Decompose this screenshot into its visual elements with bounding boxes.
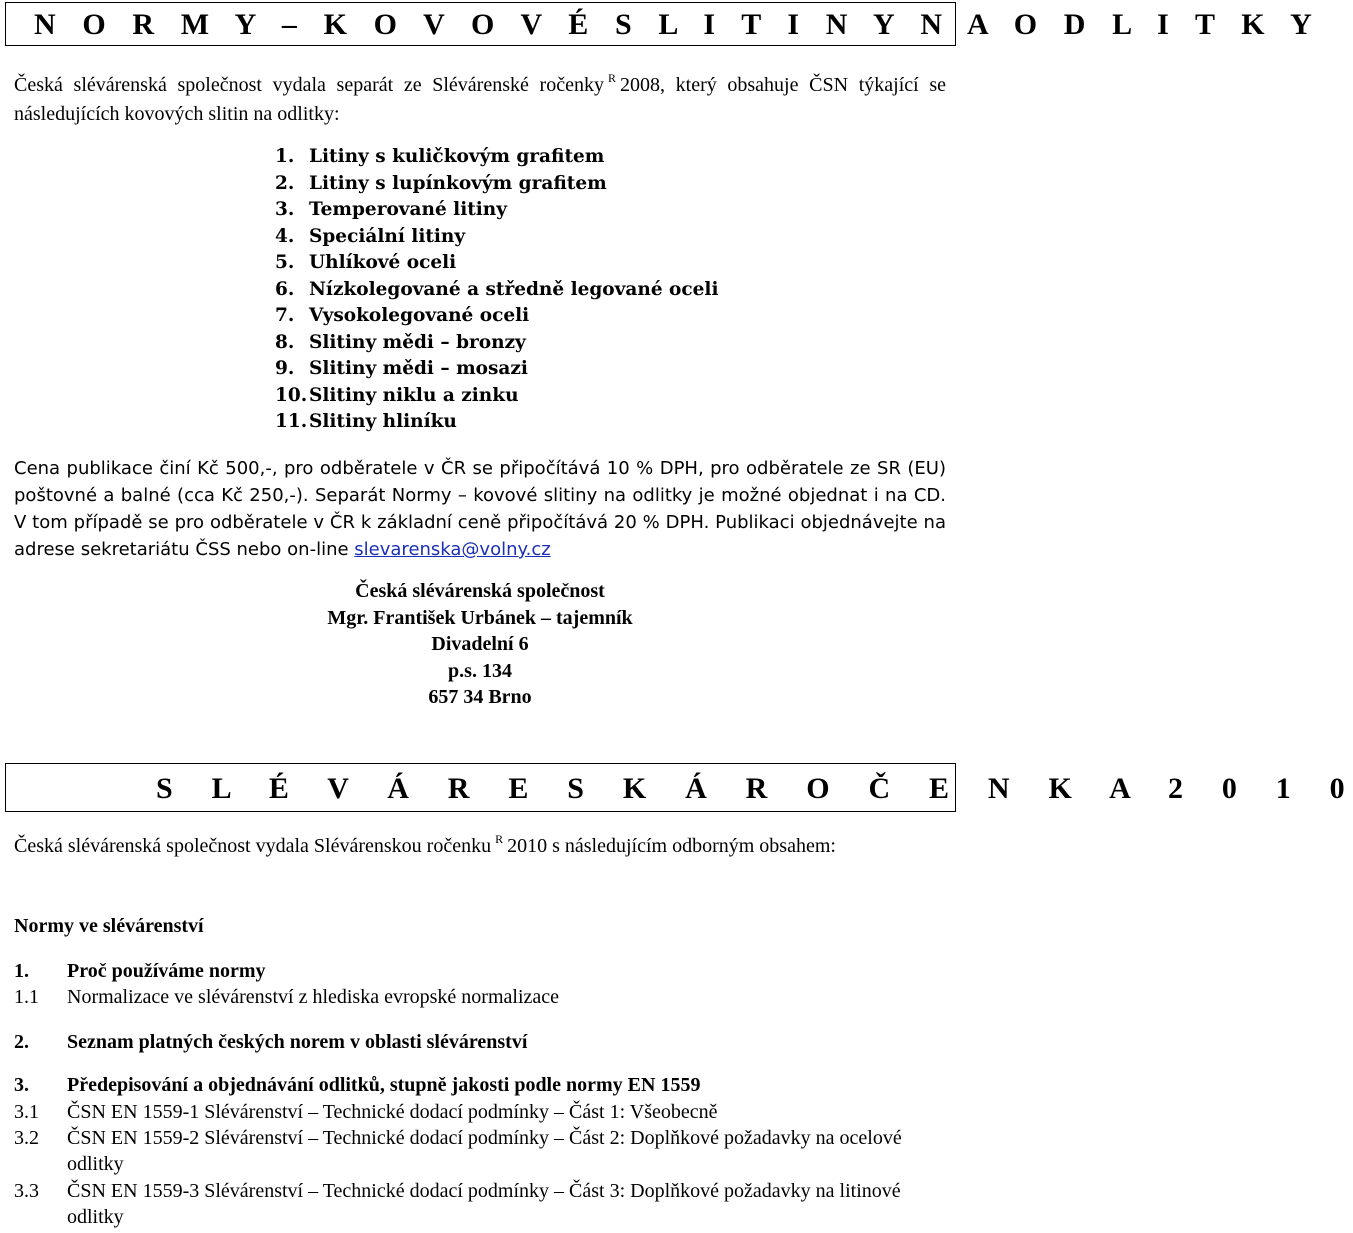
- toc-item: 3.1 ČSN EN 1559-1 Slévárenství – Technické dodací podmínky – Část 1: Všeobecně: [14, 1101, 718, 1123]
- toc-item: 3.2 ČSN EN 1559-2 Slévárenství – Technické dodací podmínky – Část 2: Doplňkové požadavky na ocelové odlitky: [14, 1127, 902, 1175]
- price-paragraph: [14, 455, 946, 563]
- alloy-list-item: 9. Slitiny mědi – mosazi: [275, 358, 528, 379]
- section2-intro: [14, 833, 946, 862]
- alloy-list-item: 3. Temperované litiny: [275, 199, 508, 220]
- section1-title: N O R M Y – K O V O V É S L I T I N Y N A O D L I T K Y: [34, 8, 1321, 41]
- section1-intro-after: 2008, který obsahuje ČSN týkající se následujících kovových slitin na odlitky:: [14, 74, 947, 125]
- registered-mark: R: [495, 832, 504, 846]
- address-street: Divadelní 6: [431, 633, 529, 655]
- email-link[interactable]: slevarenska@volny.cz: [354, 539, 551, 560]
- alloy-list: [275, 144, 718, 436]
- toc-item: 3.3 ČSN EN 1559-3 Slévárenství – Technické dodací podmínky – Část 3: Doplňkové požadavky na litinové odlitky: [14, 1180, 901, 1228]
- address-city: 657 34 Brno: [428, 686, 532, 708]
- section1-header-box: [5, 2, 1321, 46]
- alloy-list-item: 6. Nízkolegované a středně legované oceli: [275, 278, 719, 300]
- alloy-list-item: 8. Slitiny mědi – bronzy: [275, 331, 526, 353]
- price-text: Cena publikace činí Kč 500,-, pro odběratele v ČR se připočítává 10 % DPH, pro odběratele ze SR (EU) poštovné a balné (cca Kč 250,-). Separát Normy – kovové slitiny na odlitky je možné objednat i na CD. V tom případě se pro odběratele v ČR k základní ceně připočítává 20 % DPH. Publikaci objednávejte na adrese sekretariátu ČSS nebo on-line: [14, 458, 946, 560]
- address-org: Česká slévárenská společnost: [355, 580, 605, 602]
- section2-title: S L É V Á R E S K Á R O Č E N K A 2 0 1 0: [156, 772, 1353, 805]
- alloy-list-item: 5. Uhlíkové oceli: [275, 252, 457, 273]
- registered-mark: R: [607, 71, 616, 85]
- section1-intro-before: Česká slévárenská společnost vydala separát ze Slévárenské ročenky: [14, 74, 604, 96]
- address-po-box: p.s. 134: [448, 659, 512, 682]
- section1-intro: [14, 72, 946, 127]
- alloy-list-item: 4. Speciální litiny: [275, 225, 466, 247]
- toc-item: 1. Proč používáme normy: [14, 960, 266, 982]
- section2-header-box: [5, 763, 1353, 812]
- toc-item: 1.1 Normalizace ve slévárenství z hlediska evropské normalizace: [14, 986, 560, 1008]
- toc-item: 2. Seznam platných českých norem v oblasti slévárenství: [14, 1031, 528, 1053]
- section2-intro-before: Česká slévárenská společnost vydala Slévárenskou ročenku: [14, 835, 492, 857]
- alloy-list-item: 10.Slitiny niklu a zinku: [275, 384, 519, 406]
- alloy-list-item: 11.Slitiny hliníku: [275, 411, 457, 432]
- section2-heading: Normy ve slévárenství: [14, 915, 204, 937]
- toc-item: 3. Předepisování a objednávání odlitků, stupně jakosti podle normy EN 1559: [14, 1074, 701, 1096]
- address-person: Mgr. František Urbánek – tajemník: [327, 606, 633, 629]
- alloy-list-item: 1. Litiny s kuličkovým grafitem: [275, 146, 605, 167]
- alloy-list-item: 2. Litiny s lupínkovým grafitem: [275, 172, 607, 194]
- contact-address: [0, 578, 960, 711]
- alloy-list-item: 7. Vysokolegované oceli: [275, 305, 530, 326]
- section2-intro-after: 2010 s následujícím odborným obsahem:: [507, 835, 836, 857]
